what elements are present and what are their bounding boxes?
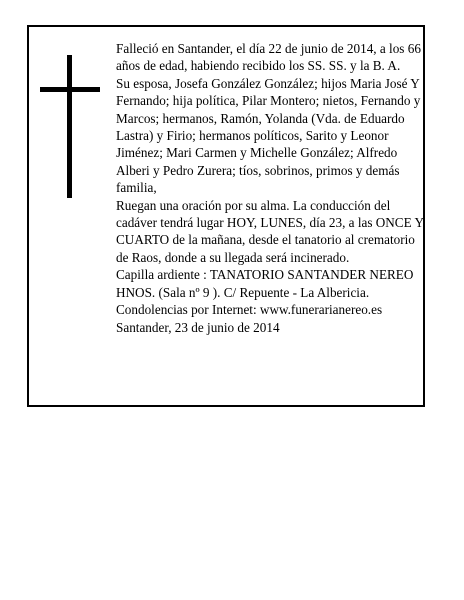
family-list: Su esposa, Josefa González González; hijos Maria José Y Fernando; hija política, Pilar Montero; nietos, Fernando y Marcos; hermanos, Ramón, Yolanda (Vda. de Eduardo Lastra) y Firio; hermanos políticos, Sarito y Leonor Jiménez; Mari Carmen y Michelle González; Alfredo Alberi y Pedro Zurera; tíos, sobrinos, primos y demás familia, bbox=[116, 75, 421, 196]
cross-icon bbox=[40, 55, 100, 198]
death-announcement: Falleció en Santander, el día 22 de junio de 2014, a los 66 años de edad, habiendo recibido los SS. SS. y la B. A. bbox=[116, 41, 421, 74]
wake-location: Capilla ardiente : TANATORIO SANTANDER NEREO HNOS. (Sala nº 9 ). C/ Repuente - La Albericia. bbox=[116, 267, 414, 300]
notice-text bbox=[116, 40, 426, 336]
funeral-details: Ruegan una oración por su alma. La conducción del cadáver tendrá lugar HOY, LUNES, día 23, a las ONCE Y CUARTO de la mañana, desde el tanatorio al crematorio de Raos, donde a su llegada será incinerado. bbox=[116, 197, 424, 265]
notice-date: Santander, 23 de junio de 2014 bbox=[116, 319, 280, 335]
cross-horizontal-bar bbox=[40, 87, 100, 92]
condolences-website: Condolencias por Internet: www.funerarianereo.es bbox=[116, 302, 383, 318]
cross-vertical-bar bbox=[67, 55, 72, 198]
obituary-notice bbox=[27, 25, 425, 407]
